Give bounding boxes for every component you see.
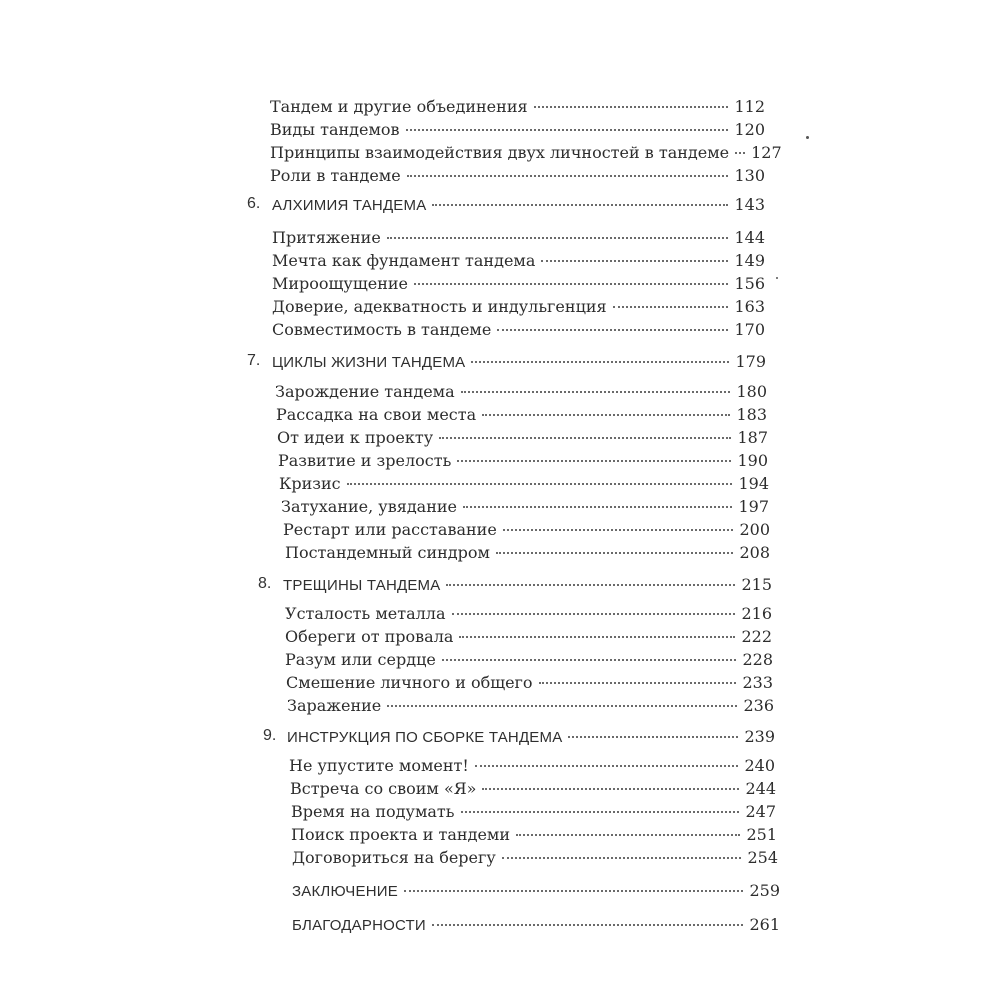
chapter-title: ИНСТРУКЦИЯ ПО СБОРКЕ ТАНДЕМА — [287, 729, 563, 746]
page-number: 239 — [744, 727, 775, 746]
dot-leader — [387, 705, 737, 707]
section-title: Мироощущение — [272, 274, 408, 293]
page-number: 240 — [744, 756, 775, 775]
dot-leader — [534, 106, 729, 108]
chapter-title: ТРЕЩИНЫ ТАНДЕМА — [283, 577, 441, 594]
section-title: Заражение — [287, 696, 382, 715]
page-number: 244 — [745, 779, 776, 798]
section-title: Смешение личного и общего — [286, 673, 533, 692]
dot-leader — [516, 834, 740, 836]
section-title: Притяжение — [272, 228, 381, 247]
chapter-title: ЗАКЛЮЧЕНИЕ — [292, 883, 398, 900]
page-number: 156 — [734, 274, 765, 293]
section-title: Договориться на берегу — [292, 848, 496, 867]
section-title: От идеи к проекту — [277, 428, 434, 447]
dot-leader — [452, 613, 736, 615]
section-title: Зарождение тандема — [275, 382, 455, 401]
section-title: Обереги от провала — [285, 627, 454, 646]
page-number: 251 — [746, 825, 777, 844]
dot-leader — [461, 391, 731, 393]
dot-leader — [568, 736, 738, 738]
dot-leader — [539, 682, 737, 684]
page-number: 170 — [734, 320, 765, 339]
dot-leader — [475, 765, 739, 767]
dot-leader — [735, 152, 745, 154]
page-number: 190 — [737, 451, 768, 470]
chapter-number: 7. — [247, 352, 261, 369]
page-number: 215 — [741, 575, 772, 594]
section-title: Роли в тандеме — [270, 166, 401, 185]
page-number: 197 — [738, 497, 769, 516]
section-title: Совместимость в тандеме — [272, 320, 492, 339]
page-number: 130 — [734, 166, 765, 185]
page-number: 127 — [751, 143, 782, 162]
section-title: Разум или сердце — [285, 650, 436, 669]
dot-leader — [463, 506, 732, 508]
page-number: 187 — [737, 428, 768, 447]
toc-section-entry — [285, 543, 770, 569]
section-title: Развитие и зрелость — [278, 451, 452, 470]
chapter-title: АЛХИМИЯ ТАНДЕМА — [272, 197, 427, 214]
page-number: 163 — [734, 297, 765, 316]
section-title: Мечта как фундамент тандема — [272, 251, 536, 270]
dot-leader — [442, 659, 737, 661]
section-title: Затухание, увядание — [281, 497, 458, 516]
section-title: Рестарт или расставание — [283, 520, 497, 539]
section-title: Усталость металла — [285, 604, 446, 623]
page-number: 208 — [739, 543, 770, 562]
dot-leader — [406, 129, 729, 131]
page-number: 222 — [741, 627, 772, 646]
page-number: 261 — [749, 915, 780, 934]
page-number: 259 — [749, 881, 780, 900]
toc-chapter-entry — [292, 915, 780, 941]
dot-leader — [482, 788, 739, 790]
section-title: Принципы взаимодействия двух личностей в тандеме — [270, 143, 730, 162]
chapter-number: 8. — [258, 575, 272, 592]
dot-leader — [432, 924, 744, 926]
dot-leader — [459, 636, 735, 638]
page-number: 236 — [743, 696, 774, 715]
section-title: Поиск проекта и тандеми — [291, 825, 511, 844]
page-number: 149 — [734, 251, 765, 270]
dot-leader — [457, 460, 731, 462]
page-number: 112 — [734, 97, 765, 116]
dot-leader — [503, 529, 734, 531]
section-title: Встреча со своим «Я» — [290, 779, 477, 798]
toc-section-entry — [270, 166, 765, 192]
section-title: Виды тандемов — [270, 120, 400, 139]
dot-leader — [461, 811, 740, 813]
dot-leader — [482, 414, 730, 416]
page-number: 228 — [742, 650, 773, 669]
dot-leader — [497, 329, 728, 331]
page-number: 254 — [747, 848, 778, 867]
page-number: 180 — [736, 382, 767, 401]
chapter-title: БЛАГОДАРНОСТИ — [292, 917, 426, 934]
chapter-title: ЦИКЛЫ ЖИЗНИ ТАНДЕМА — [272, 354, 466, 371]
page-number: 247 — [745, 802, 776, 821]
section-title: Постандемный синдром — [285, 543, 490, 562]
chapter-number: 6. — [247, 195, 261, 212]
dot-leader — [404, 890, 744, 892]
toc-chapter-entry — [292, 881, 780, 907]
page-number: 143 — [734, 195, 765, 214]
page-number: 120 — [734, 120, 765, 139]
chapter-number: 9. — [263, 727, 277, 744]
section-title: Рассадка на свои места — [276, 405, 477, 424]
page-number: 233 — [742, 673, 773, 692]
dot-leader — [414, 283, 728, 285]
section-title: Доверие, адекватность и индульгенция — [272, 297, 607, 316]
dot-leader — [471, 361, 729, 363]
toc-section-entry — [272, 320, 765, 346]
section-title: Кризис — [279, 474, 341, 493]
dot-leader — [446, 584, 735, 586]
page-number: 183 — [736, 405, 767, 424]
toc-chapter-entry — [258, 575, 772, 601]
dot-leader — [347, 483, 733, 485]
section-title: Тандем и другие объединения — [270, 97, 528, 116]
toc-section-entry — [292, 848, 778, 874]
dot-leader — [496, 552, 733, 554]
section-title: Не упустите момент! — [289, 756, 469, 775]
page-number: 194 — [738, 474, 769, 493]
dot-leader — [439, 437, 731, 439]
dot-leader — [613, 306, 729, 308]
dot-leader — [502, 857, 742, 859]
page-number: 144 — [734, 228, 765, 247]
toc-chapter-entry — [263, 727, 775, 753]
toc-chapter-entry — [247, 195, 765, 221]
page-number: 200 — [739, 520, 770, 539]
dot-leader — [432, 204, 728, 206]
paper-speck — [776, 277, 778, 279]
dot-leader — [407, 175, 729, 177]
dot-leader — [387, 237, 729, 239]
dot-leader — [541, 260, 728, 262]
paper-speck — [806, 136, 809, 139]
toc-section-entry — [287, 696, 774, 722]
toc-chapter-entry — [247, 352, 766, 378]
page-number: 216 — [741, 604, 772, 623]
page-number: 179 — [735, 352, 766, 371]
section-title: Время на подумать — [291, 802, 455, 821]
